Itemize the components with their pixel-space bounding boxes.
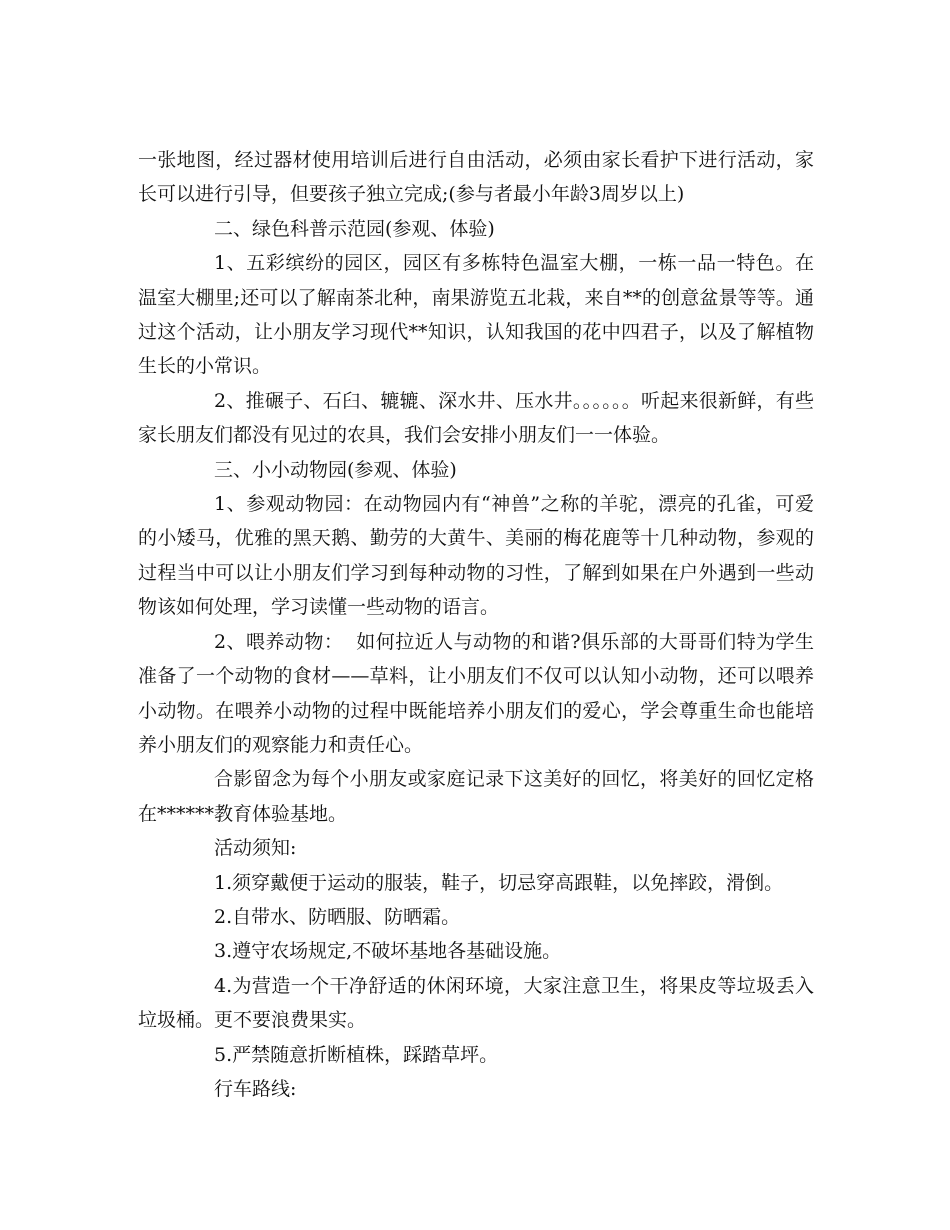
route-heading: 行车路线: [214, 1077, 297, 1100]
notice-item: 2.自带水、防晒服、防晒霜。 [214, 905, 461, 928]
paragraph: 1、五彩缤纷的园区，园区有多栋特色温室大棚，一栋一品一特色。在温室大棚里;还可以了解南茶北种，南果游览五北栽，来自**的创意盆景等等。通过这个活动，让小朋友学习现代**知识，认知我国的花中四君子，以及了解植物生长的小常识。 [138, 252, 814, 378]
section-heading: 三、小小动物园(参观、体验) [214, 458, 457, 481]
paragraph: 一张地图，经过器材使用培训后进行自由活动，必须由家长看护下进行活动，家长可以进行引导，但要孩子独立完成;(参与者最小年龄3周岁以上) [138, 149, 814, 206]
notice-item: 5.严禁随意折断植株，踩踏草坪。 [214, 1043, 499, 1066]
section-heading: 二、绿色科普示范园(参观、体验) [214, 217, 495, 240]
paragraph: 1、参观动物园：在动物园内有“神兽”之称的羊驼，漂亮的孔雀，可爱的小矮马，优雅的黑天鹅、勤劳的大黄牛、美丽的梅花鹿等十几种动物，参观的过程当中可以让小朋友们学习到每种动物的习性，了解到如果在户外遇到一些动物该如何处理，学习读懂一些动物的语言。 [138, 493, 814, 619]
document-body [138, 143, 814, 1106]
paragraph: 2、喂养动物： 如何拉近人与动物的和谐?俱乐部的大哥哥们特为学生准备了一个动物的食材——草料，让小朋友们不仅可以认知小动物，还可以喂养小动物。在喂养小动物的过程中既能培养小朋友们的爱心，学会尊重生命也能培养小朋友们的观察能力和责任心。 [138, 630, 814, 756]
notice-item: 1.须穿戴便于运动的服装，鞋子，切忌穿高跟鞋，以免摔跤，滑倒。 [214, 871, 784, 894]
paragraph: 2、推碾子、石臼、辘辘、深水井、压水井。。。。。。听起来很新鲜，有些家长朋友们都没有见过的农具，我们会安排小朋友们一一体验。 [138, 389, 814, 447]
notice-item: 4.为营造一个干净舒适的休闲环境，大家注意卫生，将果皮等垃圾丢入垃圾桶。更不要浪费果实。 [138, 974, 814, 1032]
paragraph: 合影留念为每个小朋友或家庭记录下这美好的回忆，将美好的回忆定格在******教育体验基地。 [138, 768, 814, 825]
notice-item: 3.遵守农场规定,不破坏基地各基础设施。 [214, 940, 562, 963]
notice-heading: 活动须知: [214, 837, 297, 860]
